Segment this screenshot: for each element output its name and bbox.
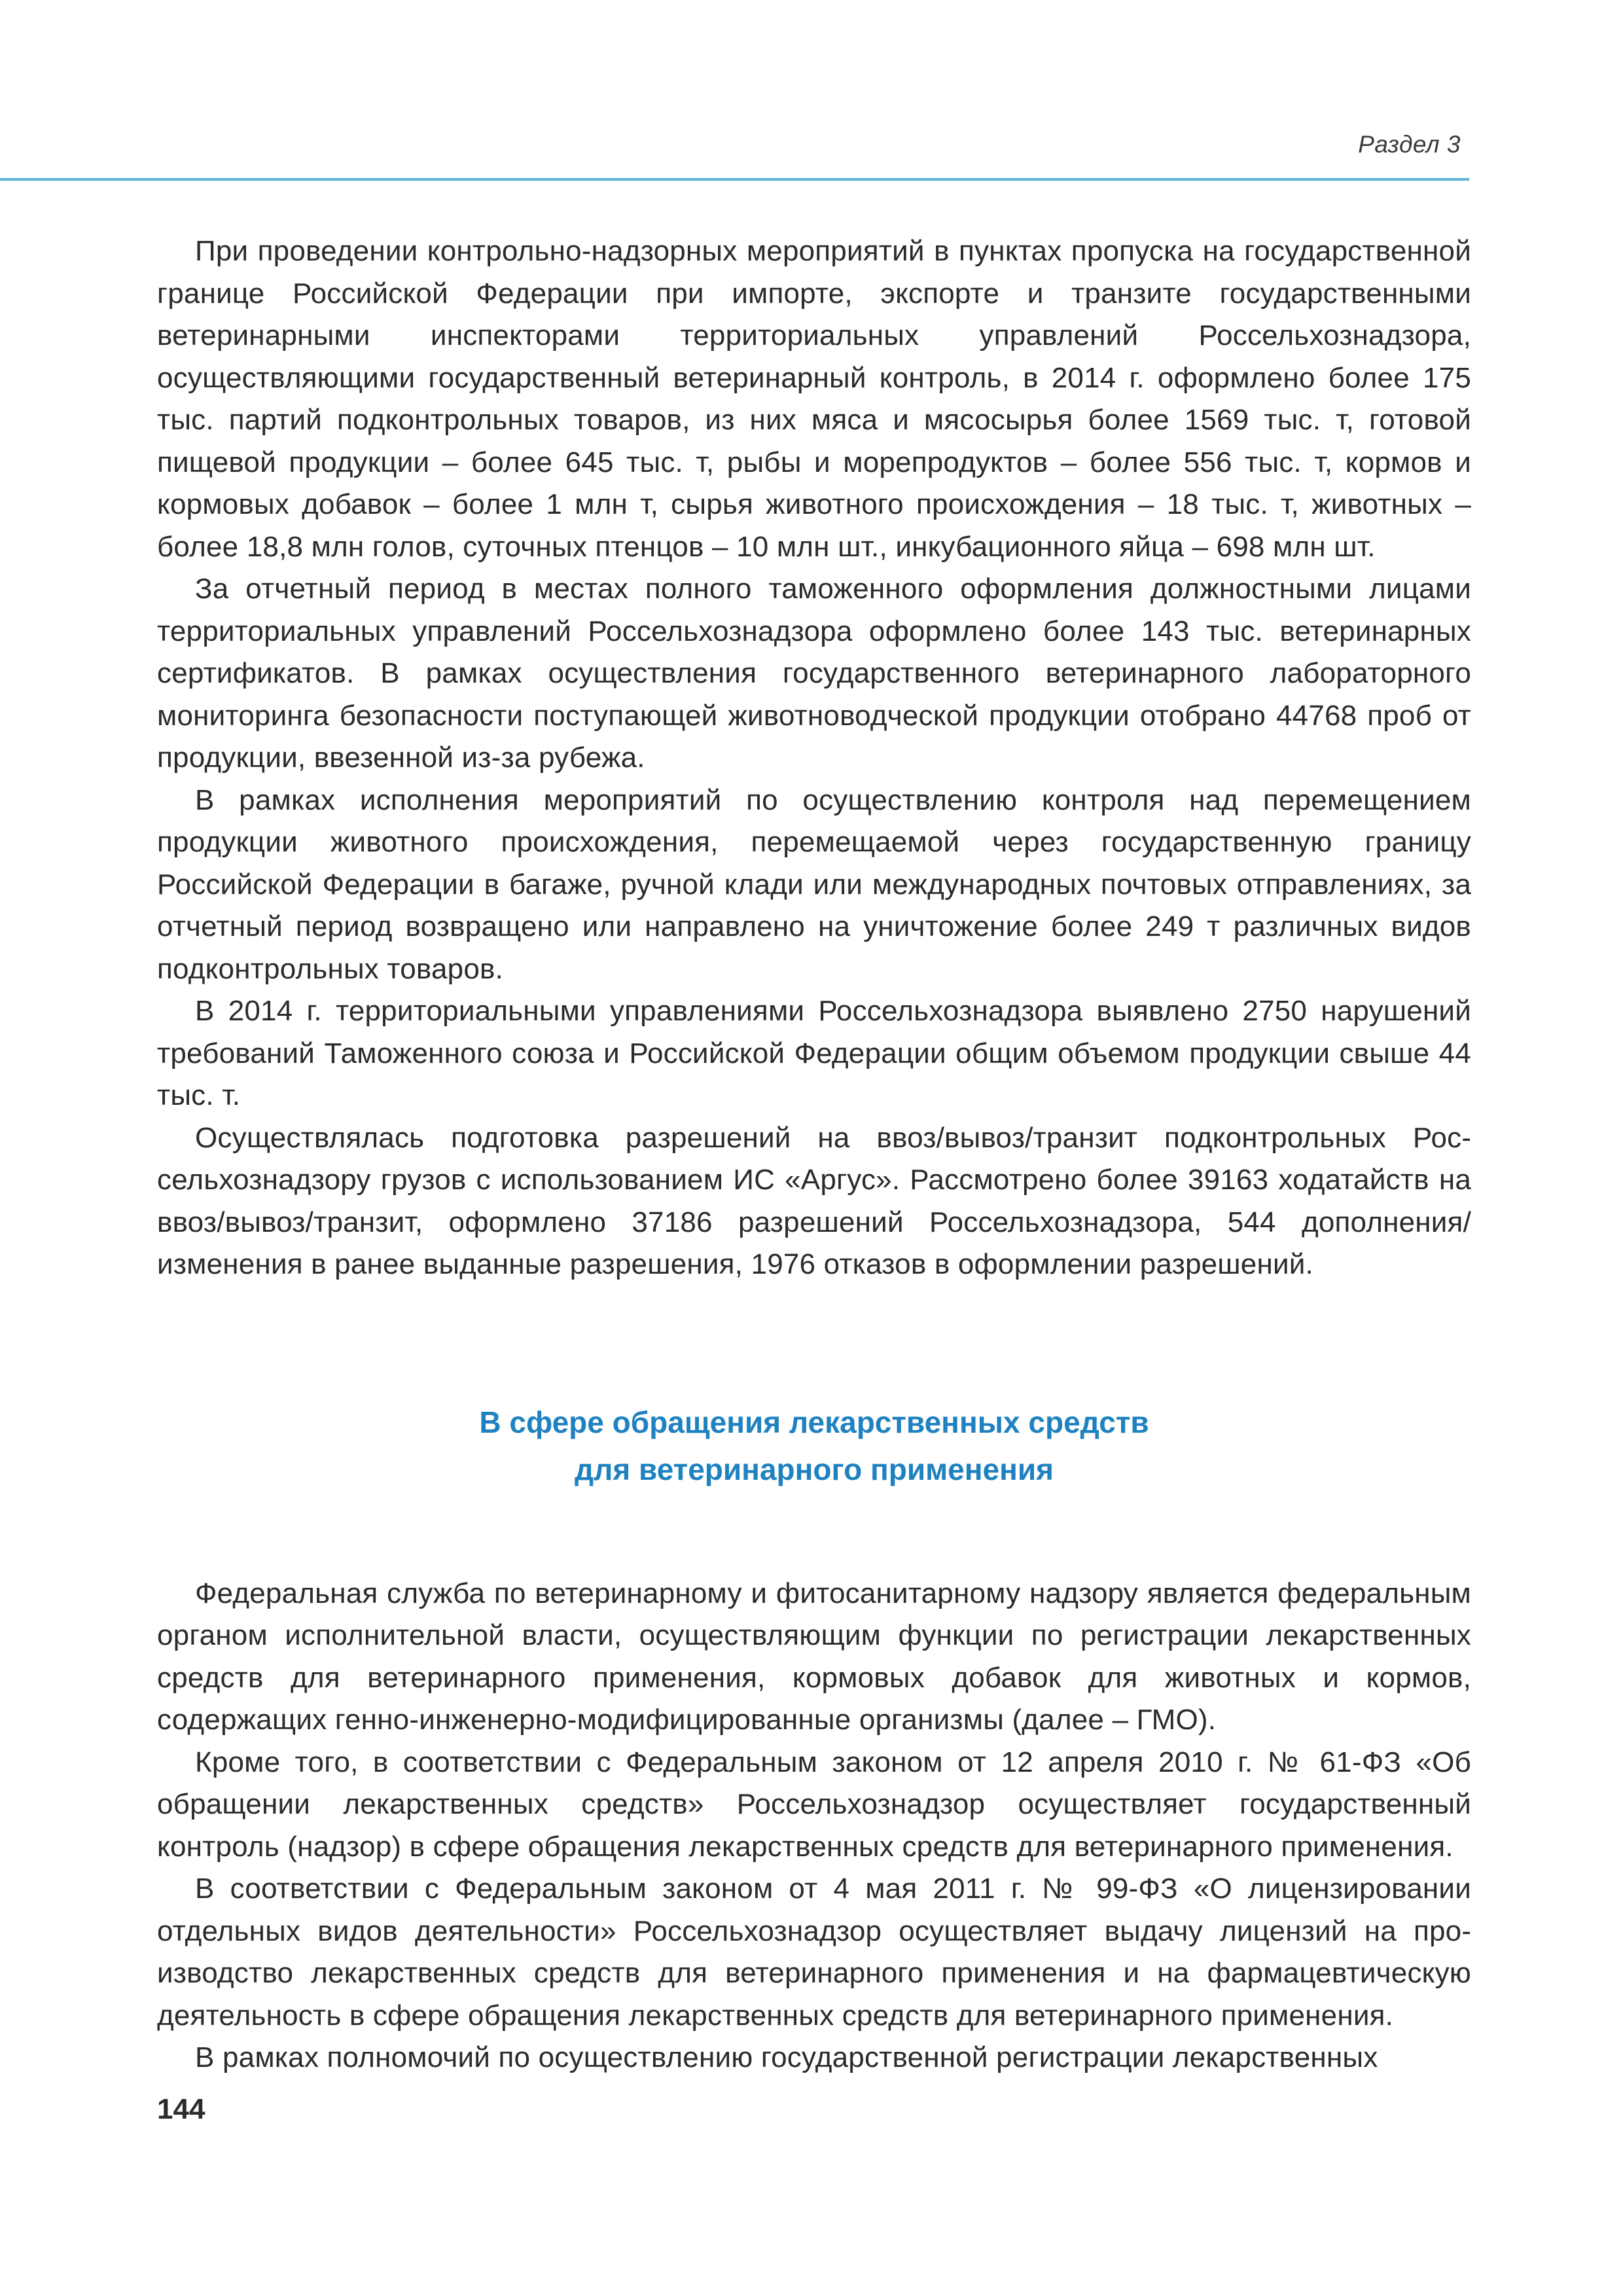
paragraph: Федеральная служба по ветеринарному и фитосанитарному надзору является федеральным органом исполнительной власти, осуществляющим функции по регистрации лекарственных средств для ветеринарного применения, кормовых добавок для животных и кормов, содержащих генно-инженерно-модифицированные организмы (далее – ГМО). <box>157 1577 1471 1736</box>
paragraph: В рамках исполнения мероприятий по осуществлению контроля над перемещением продукции животного происхождения, перемещаемой через государственную границу Российской Федерации в багаже, ручной клади или международных почтовых отправлениях, за отчетный период возвращено или направлено на уничтожение более 249 т различных видов подконтрольных товаров. <box>157 783 1471 985</box>
section-title-line-2: для ветеринарного применения <box>574 1452 1054 1486</box>
paragraph: За отчетный период в местах полного таможенного оформления должностными лицами территориальных управлений Россельхознадзора оформлено более 143 тыс. ветеринарных сертификатов. В рамках осуществления государственного ветеринарного лабораторного мониторинга безопасности поступающей животноводческой продукции отобрано 44768 проб от продукции, ввезенной из-за рубежа. <box>157 573 1471 774</box>
paragraph: В 2014 г. территориальными управлениями Россельхознадзора выявлено 2750 нарушений требований Таможенного союза и Российской Федерации общим объемом продукции свыше 44 тыс. т. <box>157 995 1471 1111</box>
paragraph: Кроме того, в соответствии с Федеральным законом от 12 апреля 2010 г. № 61-ФЗ «Об обращении лекарственных средств» Россельхознадзор осуществляет государственный контроль (надзор) в сфере обращения лекарственных средств для ветеринарного применения. <box>157 1746 1471 1863</box>
page-content <box>157 230 1471 2079</box>
running-header: Раздел 3 <box>1358 131 1461 158</box>
section-title-line-1: В сфере обращения лекарственных средств <box>479 1405 1149 1439</box>
section-title <box>157 1399 1471 1493</box>
spacer <box>157 1493 1471 1573</box>
paragraph: В соответствии с Федеральным законом от 4 мая 2011 г. № 99-ФЗ «О лицензировании отдельных видов деятельности» Россельхознадзор осуществляет выдачу лицензий на производство лекарственных средств для ветеринарного применения и на фармацевтическую деятельность в сфере обращения лекарственных средств для ветеринарного применения. <box>157 1873 1471 2032</box>
paragraph: При проведении контрольно-надзорных мероприятий в пунктах пропуска на государственной границе Российской Федерации при импорте, экспорте и транзите государственными ветеринарными инспекторами территориальных управлений Россельхознадзора, осуществляющими государственный ветеринарный контроль, в 2014 г. оформлено более 175 тыс. партий подконтрольных товаров, из них мяса и мясосырья более 1569 тыс. т, готовой пищевой продукции – более 645 тыс. т, рыбы и морепродуктов – более 556 тыс. т, кормов и кормовых добавок – более 1 млн т, сырья животного происхождения – 18 тыс. т, животных – более 18,8 млн голов, суточных птенцов – 10 млн шт., инкубационного яйца – 698 млн шт. <box>157 235 1471 563</box>
page-number: 144 <box>157 2093 205 2125</box>
header-rule <box>0 178 1469 181</box>
paragraph: Осуществлялась подготовка разрешений на ввоз/вывоз/транзит подконтрольных Россельхознадзору грузов с использованием ИС «Аргус». Рассмотрено более 39163 ходатайств на ввоз/вывоз/транзит, оформлено 37186 разрешений Россельхознадзора, 544 дополнения/изменения в ранее выданные разрешения, 1976 отказов в оформлении разрешений. <box>157 1121 1471 1280</box>
paragraph: В рамках полномочий по осуществлению государственной регистрации лекарственных <box>195 2041 1378 2073</box>
